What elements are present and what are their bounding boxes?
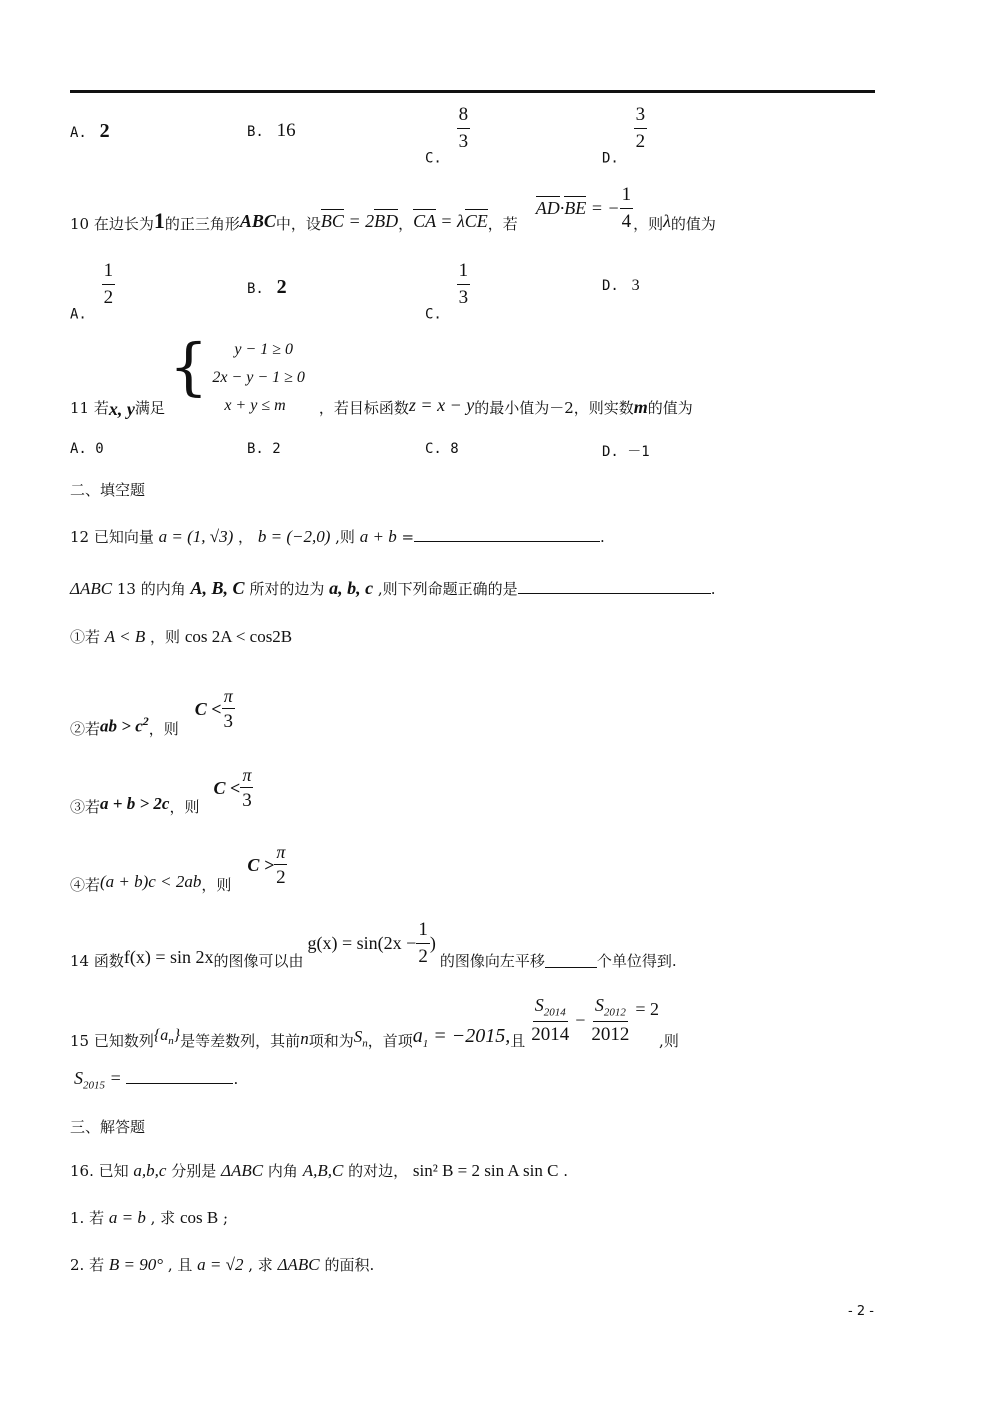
q13-3-fraction: $\frac{\pi}{3}$ bbox=[242, 764, 252, 812]
q10-option-d: D. 3 bbox=[602, 277, 640, 294]
q13-answer-blank bbox=[518, 579, 711, 594]
q15-answer-blank bbox=[126, 1069, 233, 1084]
q13-proposition-2: ②若 ab > $c^2$ ，则 C < $\frac{\pi}{3}$ bbox=[70, 685, 234, 738]
q12-vector-sum: a + b bbox=[359, 527, 397, 546]
page-number: - 2 - bbox=[848, 1304, 874, 1319]
q10-bc-vector-eq: BC = 2BD bbox=[320, 210, 399, 231]
question-11: 11 若 x, y 满足 { y − 1 ≥ 0 2x − y − 1 ≥ 0 x + y ≤ m ，若目标函数 z = x − y 的最小值为－2，则实数 m 的值为 bbox=[70, 330, 693, 419]
question-10: 10 在边长为 1 的正三角形 ABC 中，设 BC = 2BD ， CA = λCE ，若 AD·BE = − $\frac{1}{4}$ ，则 λ 的值为 bbox=[70, 183, 716, 233]
q15-sn: $S_n$ bbox=[353, 1027, 368, 1050]
q13-proposition-3: ③若 a + b > 2c ，则 C < $\frac{\pi}{3}$ bbox=[70, 764, 252, 816]
q9-option-b: B. 16 bbox=[247, 120, 296, 141]
q9-option-c: C. $\frac{8}{3}$ bbox=[425, 104, 469, 167]
q13-2-fraction: $\frac{\pi}{3}$ bbox=[223, 685, 234, 733]
question-15: 15 已知数列 $\{a_n\}$ 是等差数列，其前 n 项和为 $S_n$ ，首项 $a_1 = -2015$, 且 $\frac{S_{2014}}{2014}$ − $\frac{S_{2012}}{2012}$ = 2 ,则 bbox=[70, 994, 679, 1050]
section-answer-title: 三、解答题 bbox=[70, 1118, 146, 1136]
q12-answer-blank bbox=[414, 527, 600, 542]
q13-proposition-1: ①若 A < B ，则 cos 2A < cos2B bbox=[70, 627, 293, 646]
q13-4-fraction: $\frac{\pi}{2}$ bbox=[276, 841, 286, 889]
q11-constraint-system: { y − 1 ≥ 0 2x − y − 1 ≥ 0 x + y ≤ m bbox=[168, 330, 305, 414]
q15-fraction-2012: $\frac{S_{2012}}{2012}$ bbox=[591, 994, 630, 1046]
q9-d-fraction: $\frac{3}{2}$ bbox=[635, 104, 646, 152]
q10-option-a: A. $\frac{1}{2}$ bbox=[70, 260, 114, 323]
q10-a-fraction: $\frac{1}{2}$ bbox=[103, 260, 114, 308]
q11-option-d: D. －1 bbox=[602, 444, 650, 460]
q14-half-fraction: $\frac{1}{2}$ bbox=[418, 919, 428, 967]
q14-answer-blank bbox=[545, 953, 597, 968]
q15-answer-line: $S_{2015}$ = . bbox=[74, 1068, 239, 1092]
q11-option-a: A. 0 bbox=[70, 441, 104, 457]
q12-vector-a: a = (1, √3) bbox=[158, 527, 234, 546]
question-14: 14 函数 f(x) = sin 2x 的图像可以由 g(x) = sin(2x − $\frac{1}{2}$ ) 的图像向左平移 个单位得到. bbox=[70, 919, 677, 970]
question-13: ΔABC 13 的内角 A, B, C 所对的边为 a, b, c ,则下列命题正确的是 . bbox=[70, 578, 716, 598]
q10-option-c: C. $\frac{1}{3}$ bbox=[425, 260, 469, 323]
section-fill-in-title: 二、填空题 bbox=[70, 481, 146, 499]
q16-part-2: 2. 若 B = 90° , 且 a = √2 , 求 ΔABC 的面积. bbox=[70, 1255, 375, 1274]
header-rule bbox=[70, 90, 875, 93]
q10-ca-vector-eq: CA = λCE bbox=[413, 210, 488, 231]
q9-c-fraction: $\frac{8}{3}$ bbox=[458, 104, 469, 152]
q11-option-b: B. 2 bbox=[247, 441, 281, 457]
q16-part-1: 1. 若 a = b , 求 cos B ; bbox=[70, 1208, 229, 1227]
q10-quarter-fraction: $\frac{1}{4}$ bbox=[621, 183, 632, 232]
q15-fraction-2014: $\frac{S_{2014}}{2014}$ bbox=[531, 994, 570, 1046]
q12-vector-b: b = (−2,0) bbox=[257, 527, 331, 546]
question-16: 16. 已知 a,b,c 分别是 ΔABC 内角 A,B,C 的对边， sin² B = 2 sin A sin C . bbox=[70, 1161, 568, 1180]
q9-option-d: D. $\frac{3}{2}$ bbox=[602, 104, 646, 167]
q9-option-a: A. 2 bbox=[70, 120, 110, 142]
q15-sequence: $\{a_n\}$ bbox=[153, 1027, 181, 1048]
q13-proposition-4: ④若 (a + b)c < 2ab ，则 C > $\frac{\pi}{2}$ bbox=[70, 841, 286, 894]
q11-option-c: C. 8 bbox=[425, 441, 459, 457]
q10-dot-product: AD·BE = − bbox=[535, 197, 620, 218]
q10-c-fraction: $\frac{1}{3}$ bbox=[458, 260, 469, 308]
q15-first-term: $a_1 = -2015$, bbox=[412, 1025, 511, 1050]
q10-option-b: B. 2 bbox=[247, 276, 287, 298]
question-12: 12 已知向量 a = (1, √3) ， b = (−2,0) ,则 a + b = . bbox=[70, 527, 605, 546]
